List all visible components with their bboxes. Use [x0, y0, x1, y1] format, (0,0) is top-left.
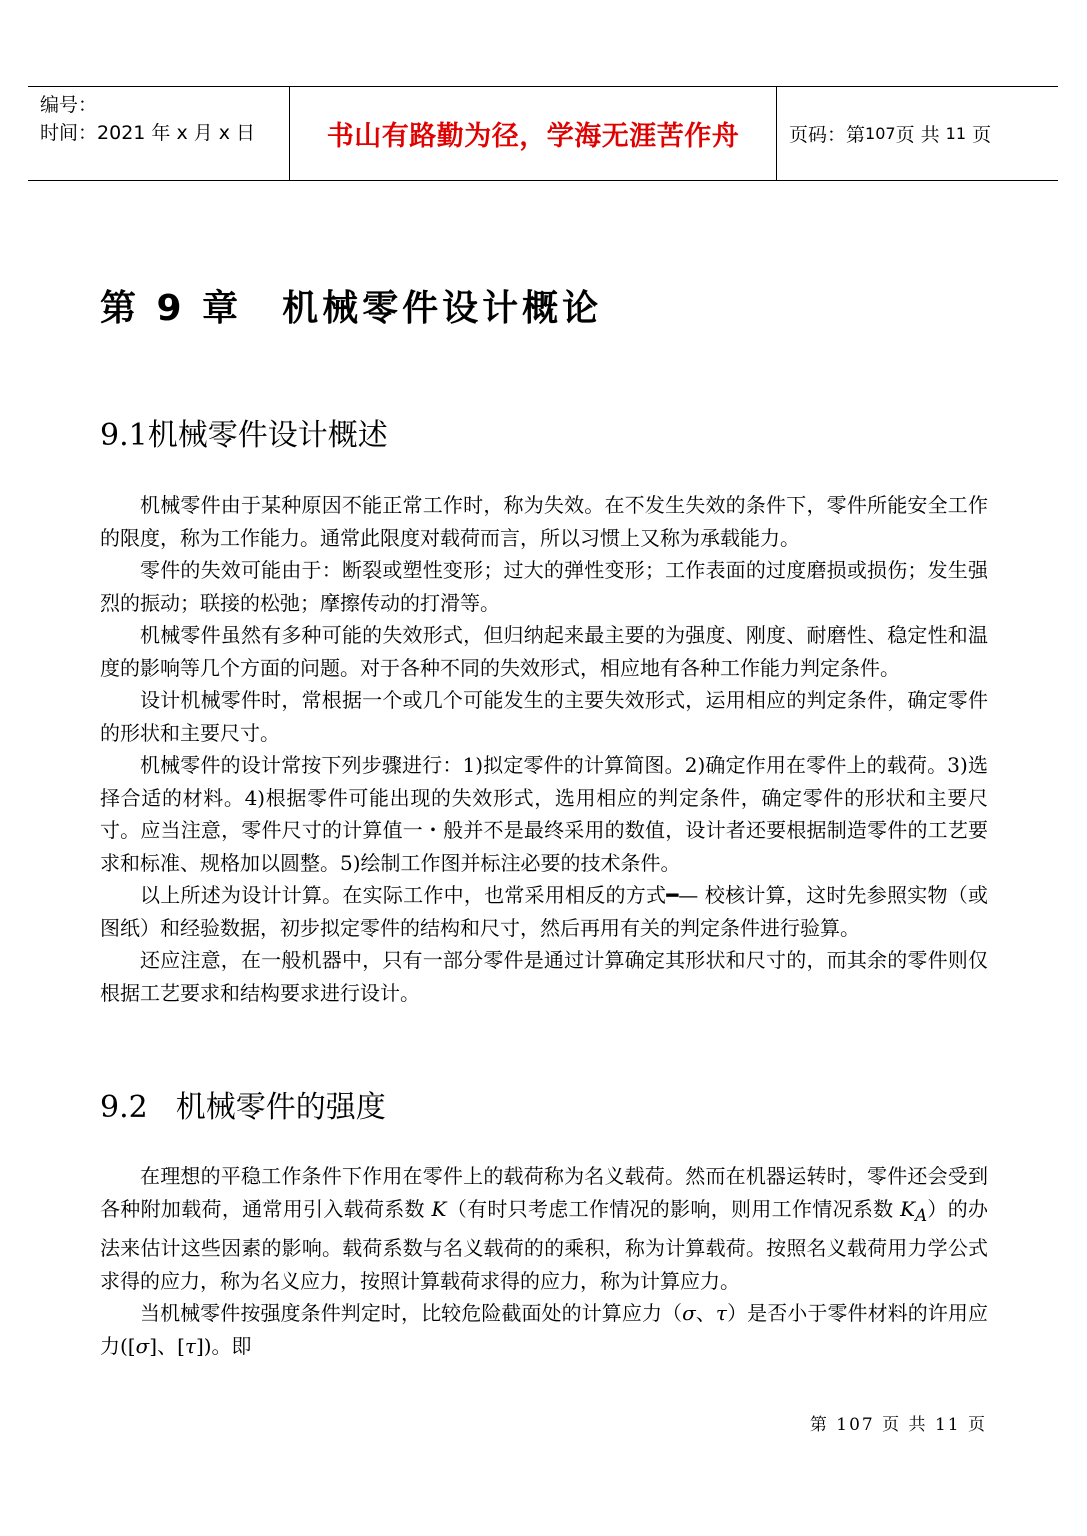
text-run: 在理想的平稳工作条件下作用在零件上的载荷称为名义载荷。然而在机器运转时，零件还会受到各种附加载荷，通常用引入载荷系数 — [100, 1164, 988, 1221]
paragraph — [100, 1297, 988, 1362]
text-run: ]、[ — [149, 1333, 185, 1358]
text-run: ）的办法来估计这些因素的影响。载荷系数与名义载荷的的乘积，称为计算载荷。按照名义载荷用力学公式求得的应力，称为名义应力，按照计算载荷求得的应力，称为计算应力。 — [100, 1196, 989, 1293]
section-heading-9-1 — [100, 410, 388, 454]
symbol-tau: τ — [715, 1301, 727, 1325]
paragraph: 还应注意，在一般机器中，只有一部分零件是通过计算确定其形状和尺寸的，而其余的零件则仅根据工艺要求和结构要求进行设计。 — [100, 948, 988, 1005]
paragraph: 机械零件的设计常按下列步骤进行：1)拟定零件的计算简图。2)确定作用在零件上的载荷。3)选择合适的材料。4)根据零件可能出现的失效形式，选用相应的判定条件，确定零件的形状和主要尺寸。应当注意，零件尺寸的计算值一・般并不是最终采用的数值，设计者还要根据制造零件的工艺要求和标准、规格加以圆整。5)绘制工作图并标注必要的技术条件。 — [100, 753, 988, 875]
date-line — [40, 119, 289, 147]
header-motto: 书山有路勤为径，学海无涯苦作舟 — [290, 87, 777, 180]
paragraph: 机械零件由于某种原因不能正常工作时，称为失效。在不发生失效的条件下，零件所能安全工作的限度，称为工作能力。通常此限度对载荷而言，所以习惯上又称为承载能力。 — [100, 493, 988, 550]
text-run: ）是否小于零件材料的许用应力([ — [100, 1301, 989, 1358]
page-suffix: 页 — [972, 124, 992, 146]
symbol-ka: K — [900, 1196, 916, 1221]
page-footer: 第 107 页 共 11 页 — [809, 1415, 987, 1435]
symbol-sigma-allow: σ — [135, 1333, 150, 1358]
header-page-info — [777, 87, 1058, 180]
page-current: 107 — [865, 124, 896, 143]
symbol-ka-subscript — [915, 1206, 927, 1225]
chapter-number: 第 9 章 — [100, 288, 243, 329]
date-value: 2021 年 x 月 x 日 — [97, 122, 256, 144]
header-meta — [28, 87, 290, 180]
paragraph: 机械零件虽然有多种可能的失效形式，但归纳起来最主要的为强度、刚度、耐磨性、稳定性和温度的影响等几个方面的问题。对于各种不同的失效形式，相应地有各种工作能力判定条件。 — [100, 623, 988, 680]
chapter-title — [100, 280, 602, 331]
page-mid: 页 共 — [895, 124, 940, 146]
paragraph — [100, 1160, 988, 1297]
section-9-1-body — [100, 489, 988, 1009]
section-title: 机械零件的强度 — [175, 1090, 386, 1125]
paragraph: 以上所述为设计计算。在实际工作中，也常采用相反的方式━— 校核计算，这时先参照实物（或图纸）和经验数据，初步拟定零件的结构和尺寸，然后再用有关的判定条件进行验算。 — [100, 883, 988, 940]
serial-label: 编号： — [40, 94, 98, 116]
symbol-sigma: σ — [682, 1301, 696, 1325]
text-run: ])。即 — [195, 1333, 252, 1358]
symbol-tau-allow: τ — [184, 1333, 196, 1358]
section-number: 9.2 — [100, 1090, 148, 1125]
page-header — [28, 86, 1058, 181]
date-label: 时间： — [40, 122, 98, 144]
chapter-name: 机械零件设计概论 — [282, 288, 603, 329]
page-prefix: 页码：第 — [789, 124, 866, 146]
text-run: 、 — [695, 1301, 716, 1325]
section-title: 机械零件设计概述 — [147, 418, 388, 453]
text-run: 当机械零件按强度条件判定时，比较危险截面处的计算应力（ — [140, 1301, 683, 1325]
section-9-2-body — [100, 1160, 988, 1362]
section-number: 9.1 — [100, 418, 148, 453]
section-heading-9-2 — [100, 1082, 386, 1126]
paragraph: 零件的失效可能由于：断裂或塑性变形；过大的弹性变形；工作表面的过度磨损或损伤；发生强烈的振动；联接的松弛；摩擦传动的打滑等。 — [100, 558, 988, 615]
symbol-k: K — [431, 1196, 447, 1221]
text-run: （有时只考虑工作情况的影响，则用工作情况系数 — [446, 1196, 901, 1221]
subscript-a: A — [915, 1205, 928, 1225]
paragraph: 设计机械零件时，常根据一个或几个可能发生的主要失效形式，运用相应的判定条件，确定零件的形状和主要尺寸。 — [100, 688, 988, 745]
page-total: 11 — [945, 124, 967, 143]
